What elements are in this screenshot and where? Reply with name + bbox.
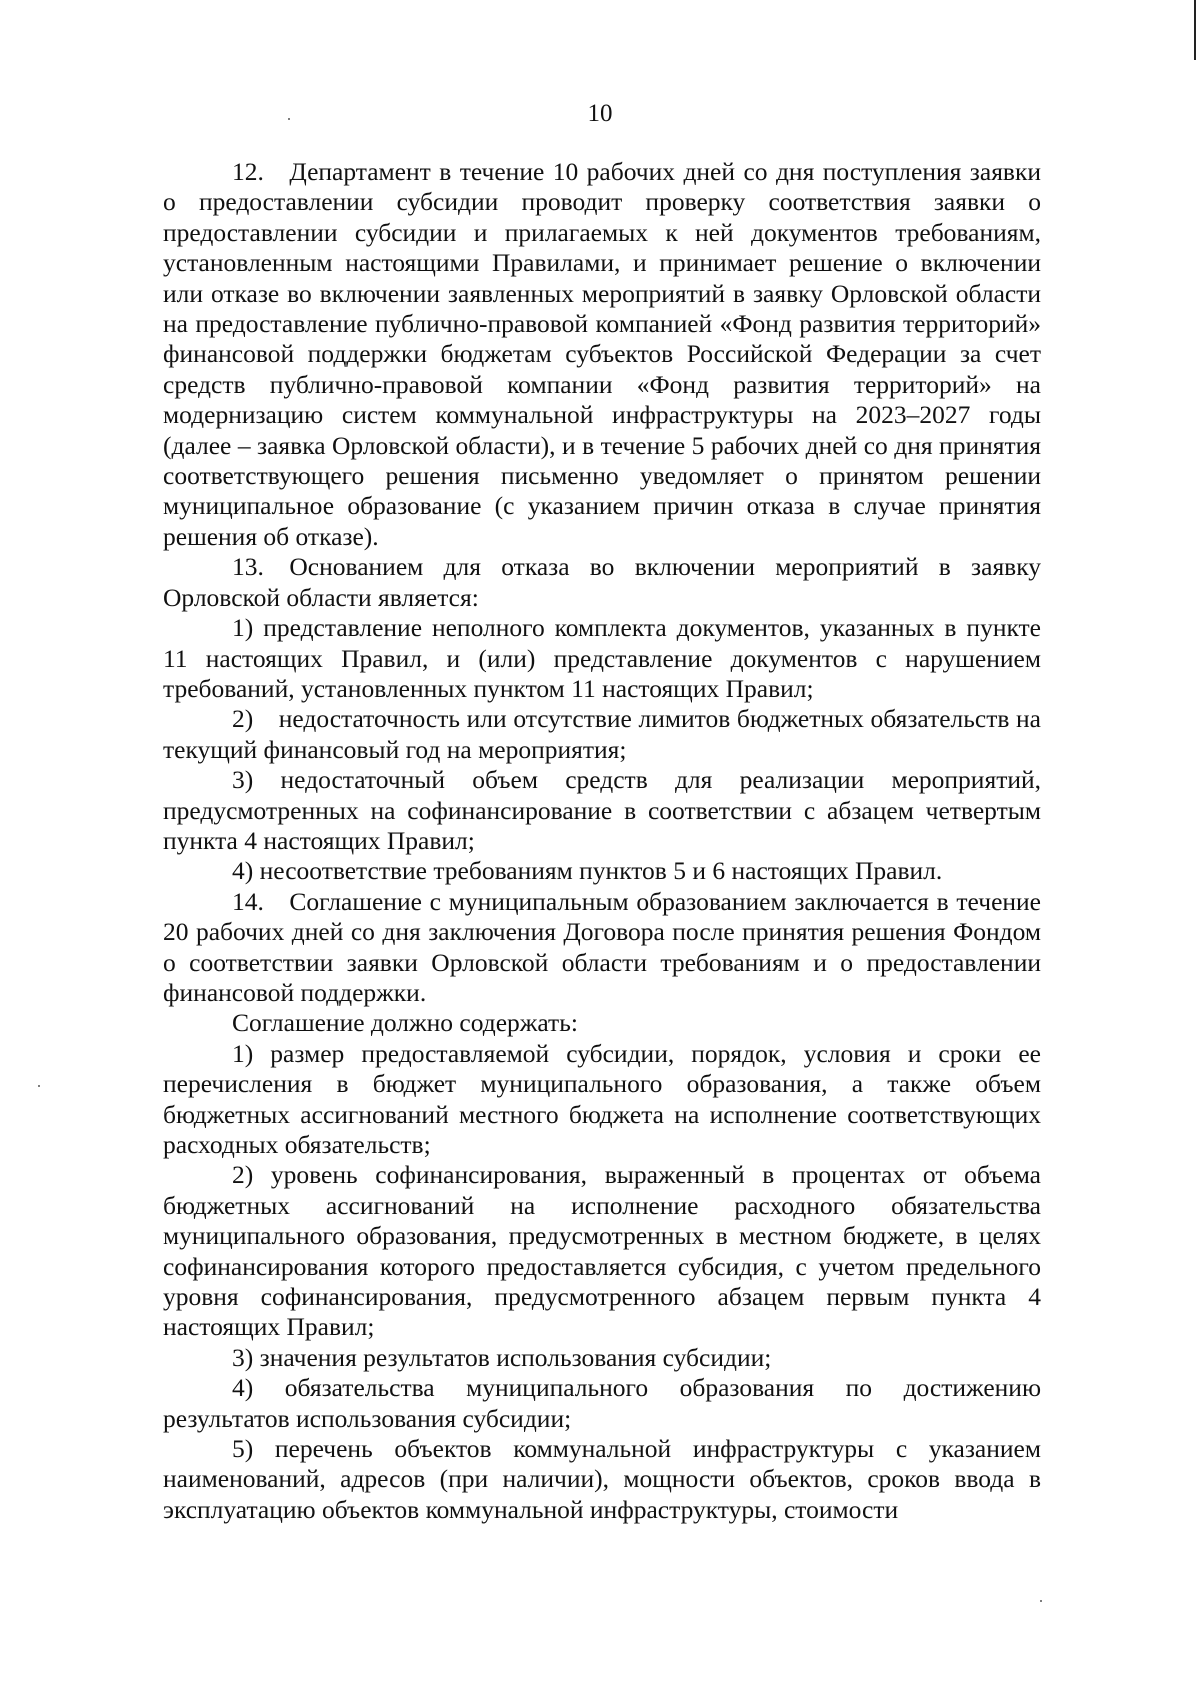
list-item-13-1: 1) представление неполного комплекта документов, указанных в пункте 11 настоящих Правил, и (или) представление документов с нарушением требований, установленных пунктом 11 настоящих Правил;: [163, 613, 1041, 703]
scan-speck: [1040, 1600, 1042, 1602]
scan-speck: [38, 1085, 40, 1087]
paragraph-12: 12. Департамент в течение 10 рабочих дней со дня поступления заявки о предоставлении субсидии проводит проверку соответствия заявки о предоставлении субсидии и прилагаемых к ней документов требованиям, установленным настоящими Правилами, и принимает решение о включении или отказе во включении заявленных мероприятий в заявку Орловской области на предоставление публично-правовой компанией «Фонд развития территорий» финансовой поддержки бюджетам субъектов Российской Федерации за счет средств публично-правовой компании «Фонд развития территорий» на модернизацию систем коммунальной инфраструктуры на 2023–2027 годы (далее – заявка Орловской области), и в течение 5 рабочих дней со дня принятия соответствующего решения письменно уведомляет о принятом решении муниципальное образование (с указанием причин отказа в случае принятия решения об отказе).: [163, 157, 1041, 551]
list-item-14-4: 4) обязательства муниципального образования по достижению результатов использования субсидии;: [163, 1373, 1041, 1433]
list-item-14-5: 5) перечень объектов коммунальной инфраструктуры с указанием наименований, адресов (при наличии), мощности объектов, сроков ввода в эксплуатацию объектов коммунальной инфраструктуры, стоимости: [163, 1434, 1041, 1524]
list-item-13-3: 3) недостаточный объем средств для реализации мероприятий, предусмотренных на софинансирование в соответствии с абзацем четвертым пункта 4 настоящих Правил;: [163, 765, 1041, 855]
page-number: 10: [587, 100, 613, 127]
scan-edge-mark: [1194, 0, 1196, 60]
paragraph-14: 14. Соглашение с муниципальным образованием заключается в течение 20 рабочих дней со дня заключения Договора после принятия решения Фондом о соответствии заявки Орловской области требованиям и о предоставлении финансовой поддержки.: [163, 886, 1041, 1007]
list-item-13-2: 2) недостаточность или отсутствие лимитов бюджетных обязательств на текущий финансовый год на мероприятия;: [163, 704, 1041, 764]
list-item-13-4: 4) несоответствие требованиям пунктов 5 и 6 настоящих Правил.: [232, 856, 943, 886]
list-item-14-2: 2) уровень софинансирования, выраженный в процентах от объема бюджетных ассигнований на исполнение расходного обязательства муниципального образования, предусмотренных в местном бюджете, в целях софинансирования которого предоставляется субсидия, с учетом предельного уровня софинансирования, предусмотренного абзацем первым пункта 4 настоящих Правил;: [163, 1160, 1041, 1342]
document-body: [163, 157, 1041, 1525]
paragraph-13: 13. Основанием для отказа во включении мероприятий в заявку Орловской области является:: [163, 552, 1041, 612]
list-item-14-1: 1) размер предоставляемой субсидии, порядок, условия и сроки ее перечисления в бюджет муниципального образования, а также объем бюджетных ассигнований местного бюджета на исполнение соответствующих расходных обязательств;: [163, 1038, 1041, 1159]
list-item-14-3: 3) значения результатов использования субсидии;: [232, 1342, 772, 1372]
agreement-contents-heading: Соглашение должно содержать:: [232, 1008, 578, 1038]
